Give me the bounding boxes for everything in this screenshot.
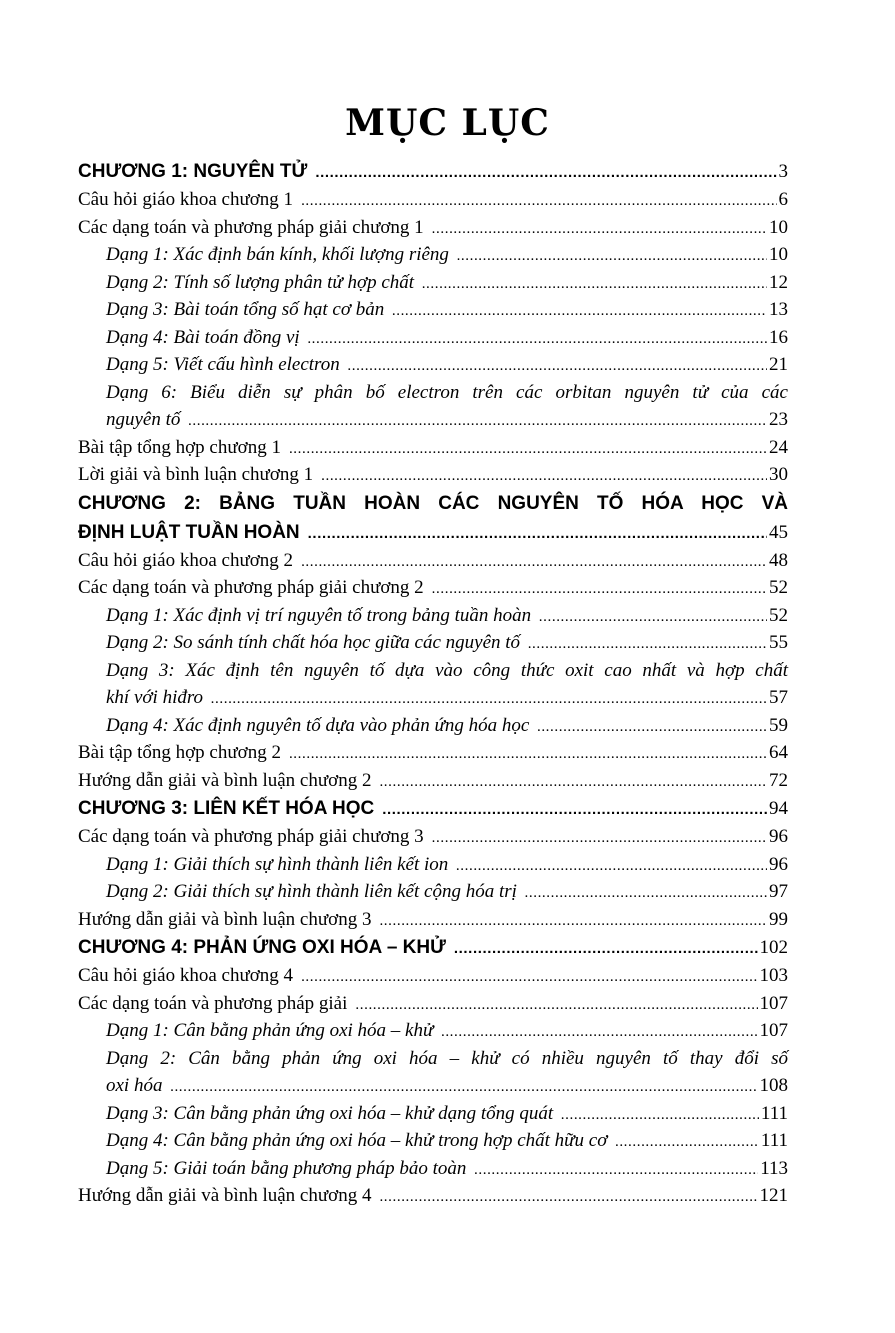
toc-label: Dạng 1: Xác định vị trí nguyên tố trong bảng tuần hoàn xyxy=(106,604,532,626)
dot-leader xyxy=(315,158,776,186)
page-title: MỤC LỤC xyxy=(345,102,550,144)
toc-entry[interactable] xyxy=(78,962,788,990)
toc-label: Câu hỏi giáo khoa chương 2 xyxy=(78,549,294,571)
toc-label: Dạng 3: Cân bằng phản ứng oxi hóa – khử dạng tổng quát xyxy=(106,1102,554,1124)
toc-label: Dạng 1: Giải thích sự hình thành liên kết ion xyxy=(106,853,449,875)
toc-page-number: 52 xyxy=(769,577,788,598)
toc-page-number: 111 xyxy=(760,1130,788,1151)
toc-page-number: 55 xyxy=(769,632,788,653)
toc-entry[interactable] xyxy=(78,739,788,767)
toc-entry[interactable] xyxy=(78,823,788,851)
toc-page-number: 45 xyxy=(769,521,788,543)
dot-leader xyxy=(432,216,767,242)
toc-page-number: 3 xyxy=(778,161,788,182)
dot-leader xyxy=(379,1184,757,1210)
toc-page-number: 107 xyxy=(759,1020,788,1041)
dot-leader xyxy=(454,934,758,962)
toc-subentry[interactable] xyxy=(78,629,788,657)
dot-leader xyxy=(321,463,767,489)
toc-label: Bài tập tổng hợp chương 1 xyxy=(78,436,281,458)
toc-entry[interactable] xyxy=(78,186,788,214)
toc-page-number: 108 xyxy=(759,1075,788,1096)
toc-subentry[interactable] xyxy=(78,1127,788,1155)
toc-entry[interactable] xyxy=(78,547,788,575)
dot-leader xyxy=(188,408,767,434)
toc-label: Hướng dẫn giải và bình luận chương 3 xyxy=(78,908,372,930)
toc-subentry[interactable] xyxy=(78,684,788,712)
toc-page-number: 102 xyxy=(759,937,788,958)
toc-label: Các dạng toán và phương pháp giải chương 1 xyxy=(78,216,424,238)
toc-page-number: 72 xyxy=(769,769,788,791)
toc-page-number: 6 xyxy=(778,189,788,210)
toc-page-number: 121 xyxy=(759,1185,788,1206)
toc-page-number: 107 xyxy=(759,992,788,1014)
toc-label: Dạng 4: Bài toán đồng vị xyxy=(106,326,300,348)
toc-page-number: 103 xyxy=(759,965,788,986)
dot-leader xyxy=(432,576,767,602)
dot-leader xyxy=(301,188,776,214)
toc-label: oxi hóa xyxy=(106,1075,163,1096)
toc-page-number: 96 xyxy=(769,853,788,875)
toc-subentry[interactable] xyxy=(78,241,788,269)
toc-label: Các dạng toán và phương pháp giải chương 2 xyxy=(78,577,424,598)
toc-page-number: 111 xyxy=(760,1102,788,1124)
toc-page-number: 52 xyxy=(769,604,788,626)
toc-label: Bài tập tổng hợp chương 2 xyxy=(78,742,281,763)
toc-label: Hướng dẫn giải và bình luận chương 2 xyxy=(78,769,372,791)
toc-label: Dạng 2: Giải thích sự hình thành liên kết cộng hóa trị xyxy=(106,881,517,902)
toc-label: ĐỊNH LUẬT TUẦN HOÀN xyxy=(78,521,300,543)
dot-leader xyxy=(301,549,767,575)
toc-label: Dạng 4: Xác định nguyên tố dựa vào phản ứng hóa học xyxy=(106,714,530,736)
toc-page-number: 97 xyxy=(769,881,788,902)
toc-subentry[interactable] xyxy=(78,878,788,906)
toc-page-number: 30 xyxy=(769,464,788,485)
dot-leader xyxy=(456,853,767,879)
toc-entry[interactable] xyxy=(78,906,788,934)
toc-page-number: 57 xyxy=(769,687,788,708)
toc-page-number: 16 xyxy=(769,326,788,348)
dot-leader xyxy=(289,436,767,462)
toc-subentry[interactable] xyxy=(78,1072,788,1100)
toc-subentry[interactable] xyxy=(78,324,788,352)
toc-page-number: 96 xyxy=(769,826,788,847)
dot-leader xyxy=(211,686,767,712)
toc-page-number: 99 xyxy=(769,908,788,930)
toc-entry[interactable] xyxy=(78,574,788,602)
toc-label: Các dạng toán và phương pháp giải xyxy=(78,992,348,1014)
dot-leader xyxy=(308,519,767,547)
dot-leader xyxy=(457,243,767,269)
toc-entry[interactable] xyxy=(78,461,788,489)
toc-subentry[interactable] xyxy=(78,296,788,324)
toc-label: CHƯƠNG 4: PHẢN ỨNG OXI HÓA – KHỬ xyxy=(78,937,446,958)
dot-leader xyxy=(528,631,767,657)
dot-leader xyxy=(308,326,767,352)
toc-subentry[interactable] xyxy=(78,1017,788,1045)
toc-subentry[interactable] xyxy=(78,851,788,879)
toc-label: Dạng 3: Bài toán tổng số hạt cơ bản xyxy=(106,299,385,320)
toc-chapter[interactable] xyxy=(78,794,788,823)
toc-subentry[interactable] xyxy=(78,351,788,379)
toc-entry[interactable] xyxy=(78,767,788,795)
toc-page-number: 12 xyxy=(769,271,788,293)
toc-entry[interactable] xyxy=(78,990,788,1018)
dot-leader xyxy=(615,1129,759,1155)
toc-label: Dạng 2: So sánh tính chất hóa học giữa các nguyên tố xyxy=(106,632,521,653)
toc-label: Câu hỏi giáo khoa chương 1 xyxy=(78,189,294,210)
toc-page-number: 10 xyxy=(769,216,788,238)
toc-label: khí với hiđro xyxy=(106,687,204,708)
dot-leader xyxy=(474,1157,758,1183)
toc-label: Dạng 4: Cân bằng phản ứng oxi hóa – khử trong hợp chất hữu cơ xyxy=(106,1130,608,1151)
toc-chapter[interactable] xyxy=(78,518,788,547)
toc-entry[interactable] xyxy=(78,1182,788,1210)
toc-subentry-line1[interactable]: Dạng 2: Cân bằng phản ứng oxi hóa – khử có nhiều nguyên tố thay đổi số xyxy=(106,1047,788,1069)
toc-label: Câu hỏi giáo khoa chương 4 xyxy=(78,965,294,986)
dot-leader xyxy=(170,1074,757,1100)
toc-subentry[interactable] xyxy=(78,406,788,434)
toc-subentry[interactable] xyxy=(78,602,788,630)
toc-label: Dạng 1: Cân bằng phản ứng oxi hóa – khử xyxy=(106,1020,434,1041)
toc-subentry-line1[interactable]: Dạng 3: Xác định tên nguyên tố dựa vào công thức oxit cao nhất và hợp chất xyxy=(106,659,788,681)
toc-page-number: 21 xyxy=(769,354,788,375)
dot-leader xyxy=(561,1102,759,1128)
toc-label: Hướng dẫn giải và bình luận chương 4 xyxy=(78,1185,372,1206)
toc-label: Dạng 5: Viết cấu hình electron xyxy=(106,354,340,375)
toc-label: CHƯƠNG 3: LIÊN KẾT HÓA HỌC xyxy=(78,798,375,819)
toc-entry[interactable] xyxy=(78,214,788,242)
toc-subentry-line1[interactable]: Dạng 6: Biểu diễn sự phân bố electron trên các orbitan nguyên tử của các xyxy=(106,381,788,403)
dot-leader xyxy=(289,741,767,767)
toc-label: Lời giải và bình luận chương 1 xyxy=(78,464,314,485)
dot-leader xyxy=(432,825,767,851)
dot-leader xyxy=(348,353,767,379)
toc-chapter[interactable] xyxy=(78,157,788,186)
toc-page-number: 24 xyxy=(769,436,788,458)
toc-subentry[interactable] xyxy=(78,1100,788,1128)
dot-leader xyxy=(382,795,767,823)
dot-leader xyxy=(441,1019,757,1045)
toc-page-number: 13 xyxy=(769,299,788,320)
dot-leader xyxy=(379,769,767,795)
toc-label: Các dạng toán và phương pháp giải chương 3 xyxy=(78,826,424,847)
toc-label: Dạng 1: Xác định bán kính, khối lượng riêng xyxy=(106,244,449,265)
toc-subentry[interactable] xyxy=(78,712,788,740)
dot-leader xyxy=(301,964,757,990)
table-of-contents xyxy=(78,157,788,1210)
toc-label: nguyên tố xyxy=(106,409,181,430)
toc-chapter-line1[interactable]: CHƯƠNG 2: BẢNG TUẦN HOÀN CÁC NGUYÊN TỐ HÓA HỌC VÀ xyxy=(78,492,788,514)
toc-page-number: 59 xyxy=(769,714,788,736)
toc-chapter[interactable] xyxy=(78,933,788,962)
toc-page-number: 48 xyxy=(769,549,788,571)
toc-label: CHƯƠNG 1: NGUYÊN TỬ xyxy=(78,161,308,182)
toc-label: Dạng 5: Giải toán bằng phương pháp bảo toàn xyxy=(106,1157,467,1179)
toc-page-number: 94 xyxy=(769,798,788,819)
toc-label: Dạng 2: Tính số lượng phân tử hợp chất xyxy=(106,271,415,293)
dot-leader xyxy=(379,908,767,934)
dot-leader xyxy=(537,714,767,740)
dot-leader xyxy=(539,604,767,630)
toc-page-number: 23 xyxy=(769,409,788,430)
toc-subentry[interactable] xyxy=(78,1155,788,1183)
toc-page-number: 64 xyxy=(769,742,788,763)
dot-leader xyxy=(525,880,767,906)
dot-leader xyxy=(422,271,767,297)
toc-entry[interactable] xyxy=(78,434,788,462)
toc-subentry[interactable] xyxy=(78,269,788,297)
dot-leader xyxy=(392,298,767,324)
dot-leader xyxy=(355,992,757,1018)
toc-page-number: 10 xyxy=(769,244,788,265)
toc-page-number: 113 xyxy=(760,1157,788,1179)
